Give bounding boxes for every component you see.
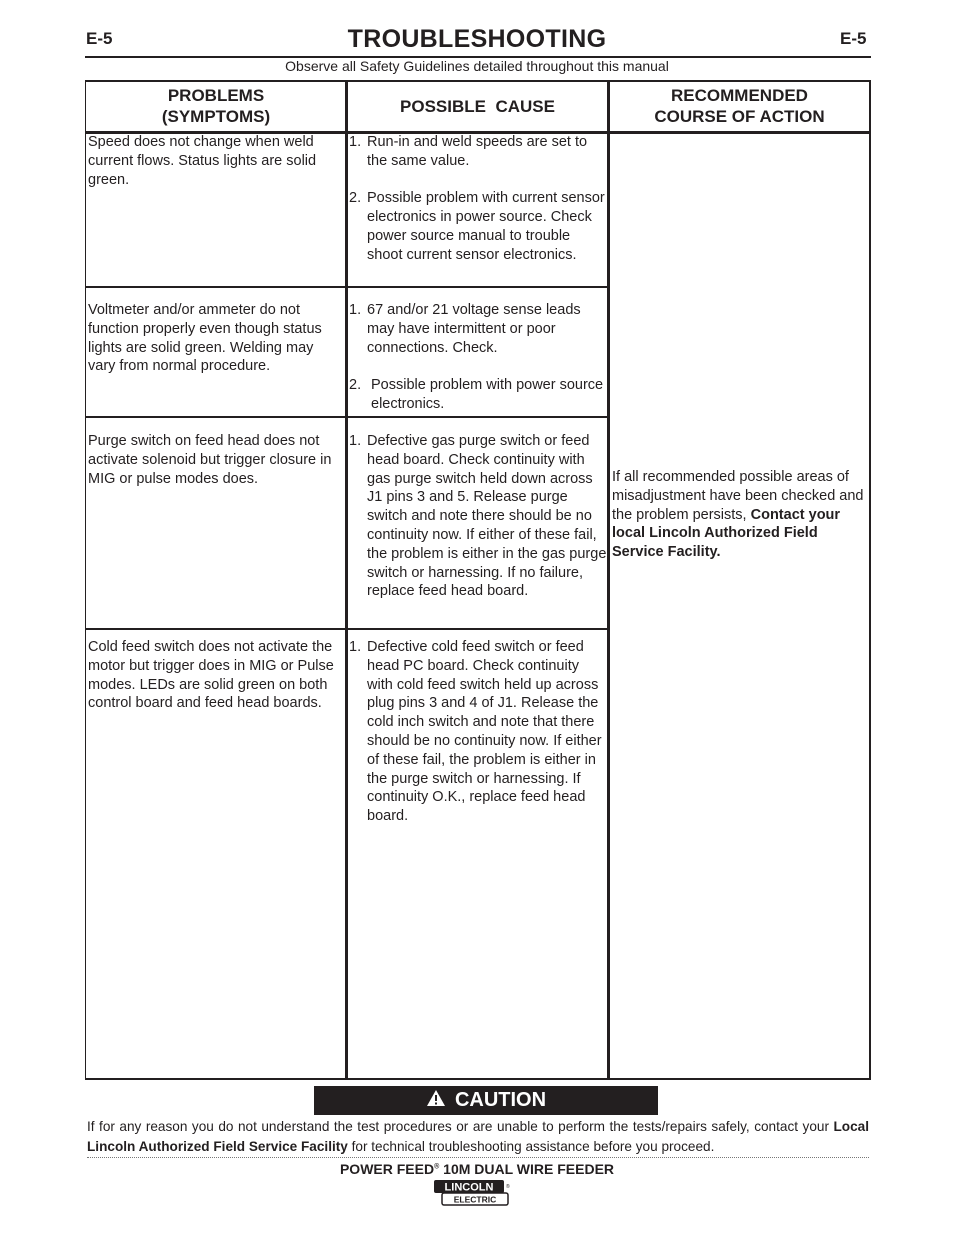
column-header-problems-line1: PROBLEMS — [167, 86, 265, 105]
table-left-border — [85, 80, 86, 1080]
column-header-course-of-action — [610, 80, 869, 132]
caution-label: CAUTION — [454, 1089, 547, 1111]
product-model: 10M DUAL WIRE FEEDER — [439, 1161, 615, 1177]
row-divider-1 — [85, 286, 610, 288]
recommended-action-text: If all recommended possible areas of misadjustment have been checked and the problem persists, — [612, 469, 864, 523]
page-title: TROUBLESHOOTING — [347, 25, 607, 53]
logo-bottom-text: ELECTRIC — [453, 1194, 497, 1205]
row-divider-3 — [85, 628, 610, 630]
caution-banner — [314, 1086, 658, 1115]
cause-text: Defective cold feed switch or feed head PC board. Check continuity with cold feed switch held up across plug pins 3 and 4 of J1. Release the cold inch switch and note that there should be no continuity now. If either of these fail, the problem is either in the purge switch or harnessing. If continuity O.K., replace feed head board. — [367, 639, 602, 825]
page-code-right: E-5 — [840, 29, 867, 48]
column-divider-2 — [607, 80, 610, 1080]
cause-text: Possible problem with current sensor electronics in power source. Check power source manual to trouble shoot current sensor electronics. — [367, 190, 605, 263]
caution-text-end: for technical troubleshooting assistance before you proceed. — [347, 1139, 715, 1154]
caution-text-contact: Local Lincoln Authorized Field Service Facility — [87, 1119, 877, 1154]
product-name: POWER FEED — [339, 1161, 435, 1177]
row-divider-2 — [85, 416, 610, 418]
row-1-problem: Speed does not change when weld current flows. Status lights are solid green. — [88, 134, 317, 188]
recommended-action-contact: Contact your local Lincoln Authorized Field Service Facility. — [612, 506, 841, 561]
column-header-possible-cause-label: POSSIBLE CAUSE — [400, 96, 555, 116]
column-divider-1 — [345, 80, 348, 1080]
cause-text: Run-in and weld speeds are set to the same value. — [367, 134, 588, 169]
cause-number: 1. — [349, 639, 362, 655]
caution-text — [87, 1117, 877, 1157]
cause-number: 1. — [349, 134, 362, 150]
cause-text: Possible problem with power source electronics. — [371, 377, 604, 412]
footer-product-name — [0, 1161, 954, 1177]
logo-registered-mark: ® — [506, 1184, 510, 1190]
row-3-cause-1 — [349, 432, 607, 601]
cause-number: 2. — [349, 377, 362, 394]
registered-mark: ® — [434, 1163, 440, 1171]
page-code-left: E-5 — [86, 29, 113, 48]
row-4-problem: Cold feed switch does not activate the motor but trigger does in MIG or Pulse modes. LEDs are solid green on both control board and feed head boards. — [88, 639, 334, 712]
safety-note: Observe all Safety Guidelines detailed throughout this manual — [285, 58, 669, 74]
row-1-cause-2 — [349, 189, 607, 264]
row-4-causes — [349, 638, 607, 826]
footer-rule — [87, 1157, 869, 1158]
row-1-cause-1 — [349, 133, 607, 171]
table-bottom-border — [85, 1078, 871, 1080]
row-2-cause-1 — [349, 301, 607, 357]
lincoln-electric-logo — [433, 1179, 511, 1207]
column-header-problems — [87, 80, 345, 132]
cause-number: 2. — [349, 190, 362, 207]
cause-text: 67 and/or 21 voltage sense leads may have intermittent or poor connections. Check. — [367, 302, 581, 356]
column-header-problems-line2: (SYMPTOMS) — [161, 107, 271, 126]
row-1-causes — [349, 133, 607, 265]
table-right-border — [869, 80, 871, 1080]
cause-text: Defective gas purge switch or feed head board. Check continuity with gas purge switch held down across J1 pins 3 and 5. Release purge switch and note there should be no continuity now. If either of these fail, the problem is either in the gas purge switch or harnessing. If no failure, replace feed head board. — [367, 433, 607, 600]
row-4-cause-1 — [349, 638, 607, 826]
column-header-action-line1: RECOMMENDED — [671, 86, 808, 105]
row-2-causes — [349, 301, 607, 414]
cause-number: 1. — [349, 433, 362, 449]
column-header-action-line2: COURSE OF ACTION — [654, 107, 825, 126]
row-2-problem: Voltmeter and/or ammeter do not function properly even though status lights are solid green. Welding may vary from normal procedure. — [88, 302, 322, 375]
cause-number: 1. — [349, 302, 362, 318]
logo-top-text: LINCOLN — [444, 1181, 494, 1194]
row-3-causes — [349, 432, 607, 601]
caution-text-start: If for any reason you do not understand the test procedures or are unable to perform the tests/repairs safely, contact your — [87, 1119, 834, 1134]
row-3-problem: Purge switch on feed head does not activate solenoid but trigger closure in MIG or pulse modes does. — [88, 433, 332, 487]
row-2-cause-2 — [349, 376, 607, 414]
column-header-possible-cause — [348, 80, 607, 132]
recommended-action — [612, 468, 869, 562]
warning-triangle-icon — [426, 1089, 446, 1113]
